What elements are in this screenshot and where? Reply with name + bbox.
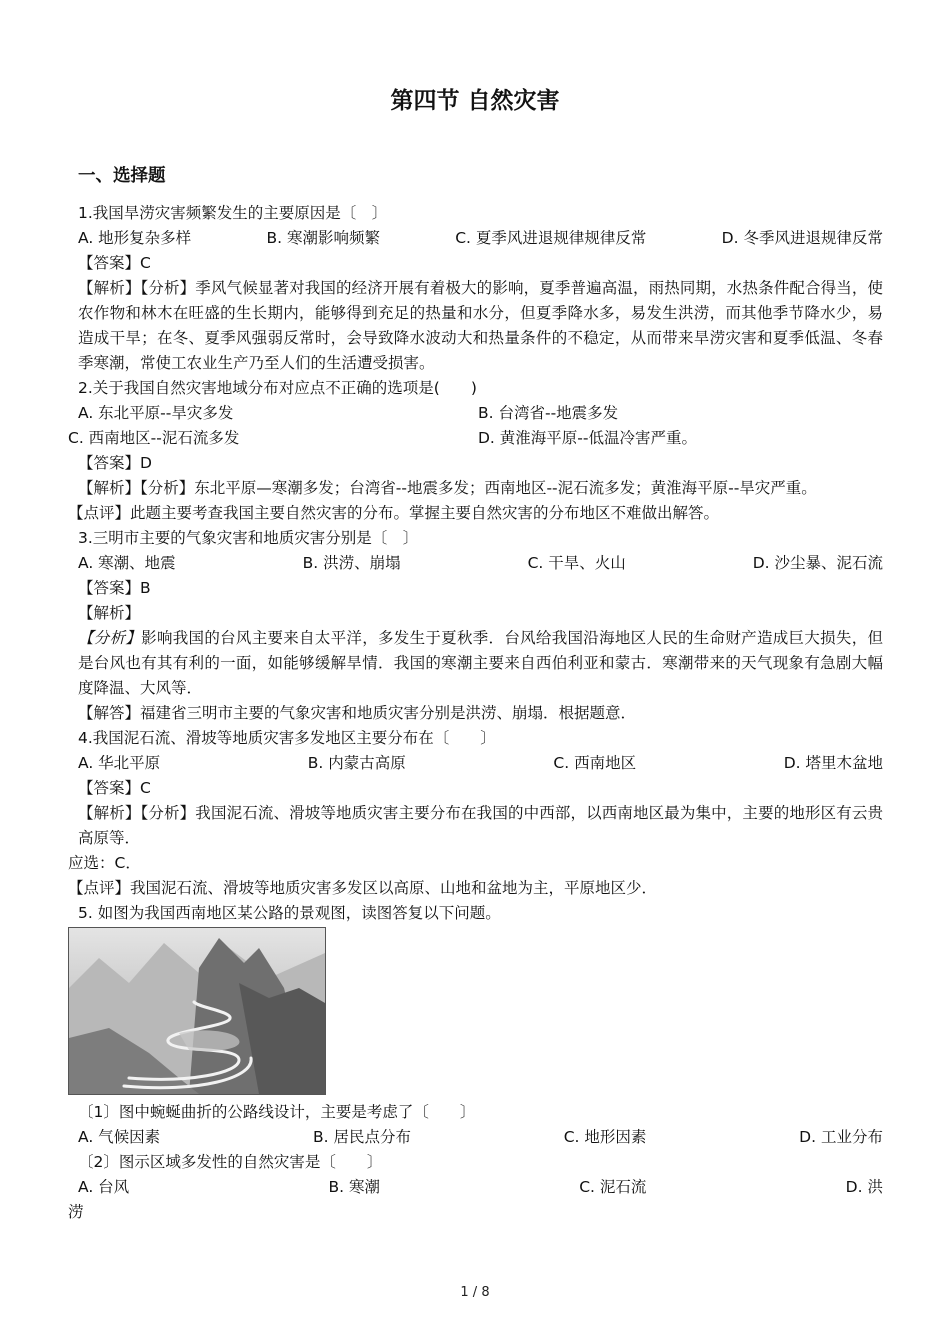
- option-d: D. 工业分布: [799, 1128, 883, 1146]
- option-a: A. 寒潮、地震: [78, 554, 176, 572]
- question-stem: 5. 如图为我国西南地区某公路的景观图，读图答复以下问题。: [78, 904, 501, 922]
- option-row: [68, 401, 883, 426]
- sub-question-stem: 〔2〕图示区域多发性的自然灾害是〔 〕: [78, 1153, 383, 1171]
- option-a: A. 气候因素: [78, 1128, 161, 1146]
- analysis: [68, 626, 883, 701]
- option-c: C. 泥石流: [579, 1178, 647, 1196]
- answer: 【答案】D: [78, 454, 152, 472]
- section-heading: 一、选择题: [78, 166, 166, 186]
- option-row: [68, 1175, 883, 1200]
- road-photo: [68, 927, 326, 1095]
- option-b: B. 寒潮影响频繁: [266, 229, 380, 247]
- option-c: C. 夏季风进退规律规律反常: [455, 229, 647, 247]
- option-row: [68, 1125, 883, 1150]
- mountain-road-image: [69, 928, 325, 1094]
- option-d: D. 塔里木盆地: [783, 754, 883, 772]
- answer: 【答案】B: [78, 579, 151, 597]
- option-a: A. 地形复杂多样: [78, 229, 192, 247]
- answer: 【答案】C: [78, 779, 151, 797]
- option-c: C. 西南地区--泥石流多发: [68, 429, 240, 447]
- analysis: 【解析】【分析】季风气候显著对我国的经济开展有着极大的影响，夏季普遍高温，雨热同期，水热条件配合得当，使农作物和林木在旺盛的生长期内，能够得到充足的热量和水分，但夏季降水多，易发生洪涝，而其他季节降水少，易造成干旱；在冬、夏季风强弱反常时，会导致降水波动大和热量条件的不稳定，从而带来旱涝灾害和夏季低温、冬春季寒潮，常使工农业生产乃至人们的生活遭受损害。: [78, 279, 883, 372]
- option-row: [68, 226, 883, 251]
- option-c: C. 地形因素: [563, 1128, 647, 1146]
- comment: 【点评】我国泥石流、滑坡等地质灾害多发区以高原、山地和盆地为主，平原地区少．: [68, 879, 658, 897]
- page-number: 1 / 8: [460, 1285, 490, 1300]
- option-a: A. 台风: [78, 1178, 130, 1196]
- option-b: B. 内蒙古高原: [307, 754, 406, 772]
- question-stem: 1.我国旱涝灾害频繁发生的主要原因是〔 〕: [78, 204, 388, 222]
- analysis-text: 影响我国的台风主要来自太平洋，多发生于夏秋季．台风给我国沿海地区人民的生命财产造成巨大损失，但是台风也有其有利的一面，如能够缓解旱情．我国的寒潮主要来自西伯利亚和蒙古．寒潮带来的天气现象有急剧大幅度降温、大风等．: [78, 629, 883, 697]
- option-b: B. 洪涝、崩塌: [302, 554, 401, 572]
- analysis: 【解析】【分析】我国泥石流、滑坡等地质灾害主要分布在我国的中西部，以西南地区最为集中，主要的地形区有云贵高原等．: [78, 804, 883, 847]
- option-b: B. 居民点分布: [312, 1128, 411, 1146]
- question-stem: 3.三明市主要的气象灾害和地质灾害分别是〔 〕: [78, 529, 419, 547]
- option-c: C. 西南地区: [553, 754, 637, 772]
- option-row: [68, 551, 883, 576]
- option-row: [68, 426, 883, 451]
- option-a: A. 华北平原: [78, 754, 161, 772]
- option-wrap: 涝: [68, 1203, 84, 1221]
- option-d: D. 黄淮海平原--低温冷害严重。: [478, 429, 697, 447]
- analysis-tag: 【分析】: [78, 629, 142, 647]
- comment: 【点评】此题主要考查我国主要自然灾害的分布。掌握主要自然灾害的分布地区不难做出解答。: [68, 504, 720, 522]
- choice: 应选：C．: [68, 854, 141, 872]
- answer: 【答案】C: [78, 254, 151, 272]
- question-list: [68, 201, 883, 1225]
- option-c: C. 干旱、火山: [527, 554, 626, 572]
- analysis-heading: 【解析】: [78, 604, 141, 622]
- option-b: B. 寒潮: [328, 1178, 380, 1196]
- question-stem: 2.关于我国自然灾害地域分布对应点不正确的选项是( ): [78, 379, 477, 397]
- page-title: 第四节 自然灾害: [390, 88, 560, 114]
- solution: 【解答】福建省三明市主要的气象灾害和地质灾害分别是洪涝、崩塌．根据题意．: [78, 704, 637, 722]
- option-a: A. 东北平原--旱灾多发: [78, 404, 234, 422]
- option-d: D. 冬季风进退规律反常: [721, 229, 883, 247]
- option-d: D. 沙尘暴、泥石流: [752, 554, 883, 572]
- option-d: D. 洪: [845, 1178, 883, 1196]
- option-row: [68, 751, 883, 776]
- question-stem: 4.我国泥石流、滑坡等地质灾害多发地区主要分布在〔 〕: [78, 729, 496, 747]
- analysis: 【解析】【分析】东北平原—寒潮多发；台湾省--地震多发；西南地区--泥石流多发；黄淮海平原--旱灾严重。: [78, 479, 817, 497]
- option-b: B. 台湾省--地震多发: [478, 404, 619, 422]
- sub-question-stem: 〔1〕图中蜿蜒曲折的公路线设计，主要是考虑了〔 〕: [78, 1103, 476, 1121]
